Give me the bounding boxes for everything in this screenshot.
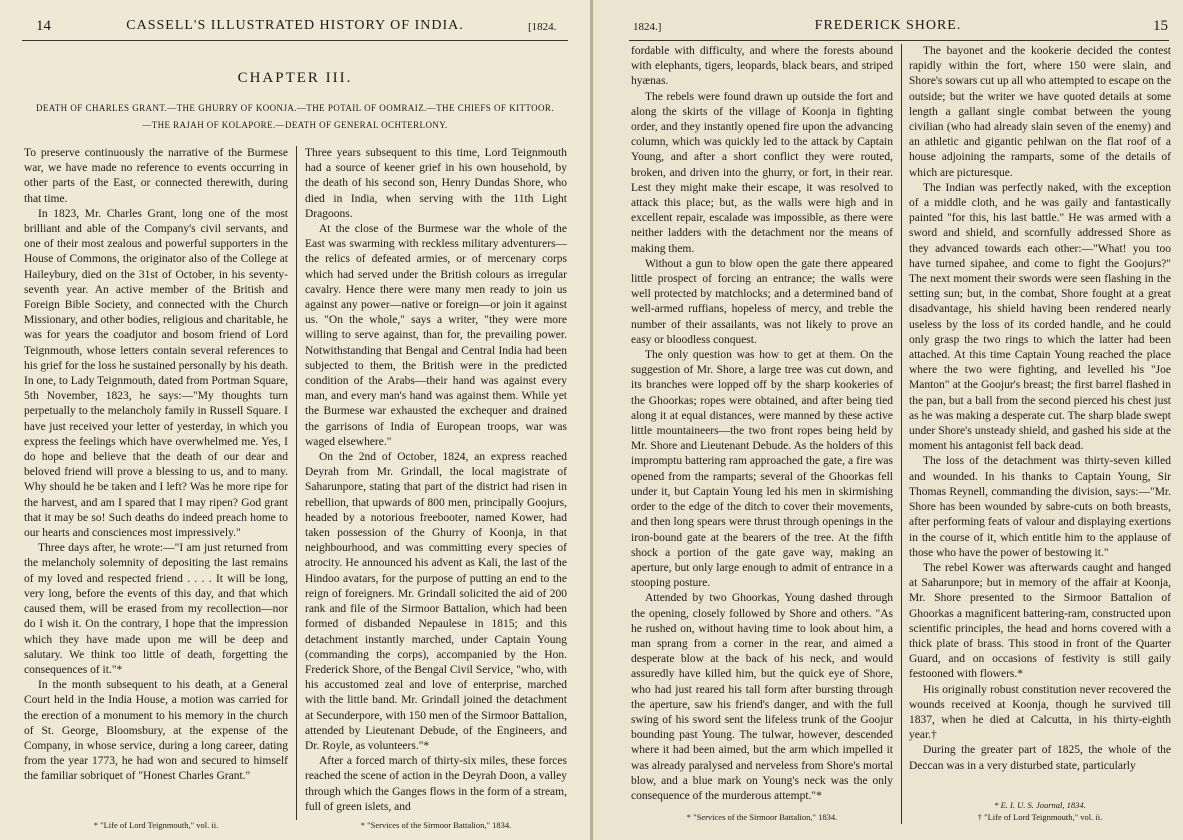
left-column-1 — [24, 146, 288, 785]
right-running-title: FREDERICK SHORE. — [814, 18, 962, 33]
paragraph: Three days after, he wrote:—"I am just returned from the melancholy solemnity of depositing the last remains of my loved and respected friend . . . . It will be long, very long, before the events of this day, and that which caused them, will be erased from my recollection—nor do I wish it. On the contrary, I hope that the impression which they have made upon me will be deep and salutary. We think too little of death, forgetting the consequences of it."* — [24, 542, 288, 676]
right-column-1 — [631, 44, 893, 804]
chapter-synopsis: DEATH OF CHARLES GRANT.—THE GHURRY OF KOONJA.—THE POTAIL OF OOMRAIZ.—THE CHIEFS OF KITTOOR.—THE RAJAH OF KOLAPORE.—DEATH OF GENERAL OCHTERLONY. — [36, 103, 554, 130]
paragraph: The only question was how to get at them. On the suggestion of Mr. Shore, a large tree was cut down, and its branches were lopped off by the sharp kookeries of the Ghoorkas; ropes were obtained, and after being tied along it at equal distances, were manned by these active little mountaineers—the two front ropes being held by Mr. Shore and Lieutenant Debude. As the holders of this impromptu battering ram approached the gate, a fire was opened from the ramparts; several of the Ghoorkas fell under it, but Captain Young led his men in skirmishing order to the edge of the ditch to cover their movements, and then long spears were thrust through openings in the iron-bound gate at the bearers of the tree. At the fifth shock a portion of the gate gave way, making an aperture, but only large enough to admit of entrance in a stooping posture. — [631, 349, 893, 590]
right-footnote-1: * "Services of the Sirmoor Battalion," 1834. — [686, 812, 838, 822]
left-footnote-1: * "Life of Lord Teignmouth," vol. ii. — [93, 820, 219, 830]
left-page — [0, 0, 590, 840]
paragraph: The Indian was perfectly naked, with the exception of a middle cloth, and he was gaily and fantastically painted "for this, his last battle." He was armed with a sword and shield, and scornfully addressed Shore as they advanced towards each other:—"What! you too have turned sipahee, and come to fight the Goojurs?" The next moment their swords were seen flashing in the setting sun; but, in the combat, Shore fought at a great disadvantage, his shield having been rendered nearly useless by the loss of its corded handle, and he could only grasp the two rings to which the latter had been attached. At this time Captain Young reached the place where the two were fighting, and levelled his "Joe Manton" at the Goojur's breast; the first barrel flashed in the pan, but a ball from the second pierced his chest just as he was making a desperate cut. The sharp blade swept under Shore's unsteady shield, and gashed his side at the moment his antagonist fell back dead. — [909, 181, 1171, 453]
paragraph: The loss of the detachment was thirty-seven killed and wounded. In his thanks to Captain Young, Sir Thomas Reynell, commanding the division, says:—"Mr. Shore has been wounded by sabre-cuts on both breasts, after performing feats of valour and displaying exertions in the course of it, which entitle him to the applause of those who have the power of bestowing it." — [909, 455, 1171, 559]
left-year-mark: [1824. — [528, 21, 557, 33]
paragraph: On the 2nd of October, 1824, an express reached Deyrah from Mr. Grindall, the local magistrate of Saharunpore, stating that part of the district had risen in rebellion, that upwards of 800 men, principally Goojurs, headed by a notorious freebooter, named Kower, had taken possession of the Ghurry of Koonja, in that neighbourhood, and was committing every species of atrocity. He announced his advent as Kali, the last of the Hindoo avatars, for the purpose of putting an end to the reign of foreigners. Mr. Grindall solicited the aid of 200 rank and file of the Sirmoor Battalion, which had been formed of disbanded Nepaulese in 1815; and this detachment instantly marched, under Captain Young (commanding the corps), accompanied by the Hon. Frederick Shore, of the Bengal Civil Service, "who, with his accustomed zeal and love of enterprise, marched with the little band. Mr. Grindall joined the detachment at Secunderpore, with 150 men of the Sirmoor Battalion, attended by Lieutenant Debude, of the Engineers, and Dr. Royle, as volunteers."* — [305, 451, 567, 752]
paragraph: The rebels were found drawn up outside the fort and along the skirts of the village of Koonja in fighting order, and they instantly opened fire upon the advancing column, which was quickly led to the attack by Captain Young, and after a short conflict they were routed, broken, and driven into the ghurry, or fort, in their rear. Lest they might make their escape, it was resolved to attack this place; but, as the walls were high and in excellent repair, escalade was impossible, as there were neither ladders with the detachment nor the means of making them. — [631, 90, 893, 255]
left-header-rule — [22, 40, 568, 41]
paragraph: In the month subsequent to his death, at a General Court held in the India House, a motion was carried for the erection of a monument to his memory in the church of St. George, Bloomsbury, at the expense of the Company, in whose service, during a long career, dating from the year 1773, he had won and secured to himself the familiar sobriquet of "Honest Charles Grant." — [24, 679, 288, 783]
paragraph: Attended by two Ghoorkas, Young dashed through the opening, closely followed by Shore and others. "As he rushed on, without having time to look about him, a man sprang from a corner in the rear, and aimed a desperate blow at the back of his neck, and would assuredly have killed him, but the quick eye of Shore, who had just reared his tall form after bursting through the aperture, saw his friend's danger, and with the full swing of his sword sent the lifeless trunk of the Goojur bounding past Young. The tulwar, however, descended where it had been aimed, but the arm which impelled it was already paralysed and nerveless from Shore's mortal blow, and a blue mark on Young's neck was the only consequence of the murderous attempt."* — [631, 592, 893, 802]
left-running-title: CASSELL'S ILLUSTRATED HISTORY OF INDIA. — [126, 18, 464, 33]
left-footnote-2: * "Services of the Sirmoor Battalion," 1834. — [360, 820, 512, 830]
right-page-number: 15 — [1153, 18, 1168, 34]
paragraph: Three years subsequent to this time, Lord Teignmouth had a source of keener grief in his own household, by the death of his second son, Henry Dundas Shore, who died in India, when serving with the 11th Light Dragoons. — [305, 147, 567, 220]
paragraph: During the greater part of 1825, the whole of the Deccan was in a very disturbed state, particularly — [909, 744, 1171, 772]
paragraph: The bayonet and the kookerie decided the contest rapidly within the fort, where 150 were slain, and Shore's sowars cut up all who attempted to escape on the outside; but the writer we have quoted details at some length a gallant single combat between the young civilian (who had already slain seven of the enemy) and an athletic and gigantic pehlwan on the flat roof of a house adjoining the ramparts, some of the details of which are picturesque. — [909, 45, 1171, 179]
left-column-rule — [296, 146, 297, 820]
left-column-2 — [305, 146, 567, 815]
paragraph: At the close of the Burmese war the whole of the East was swarming with reckless military adventurers—the relics of defeated armies, or of mercenary corps which had served under the British colours as irregular cavalry. Hence there were many men ready to join us against any power—native or foreign—or join it against us. "On the whole," says a writer, "they were more willing to serve against, than for, the prevailing power. Notwithstanding that Bengal and Central India had been subjected to them, the British were in the predicted condition of the Arabs—their hand was against every man, and every man's hand was against them. While yet the Burmese war exhausted the exchequer and drained the garrisons of India of European troops, war was waged elsewhere." — [305, 223, 567, 448]
paragraph: After a forced march of thirty-six miles, these forces reached the scene of action in the Deyrah Doon, a valley through which the Ganges flows in the form of a stream, full of green islets, and — [305, 755, 567, 813]
paragraph: In 1823, Mr. Charles Grant, long one of the most brilliant and able of the Company's civil servants, and one of their most zealous and powerful supporters in the House of Commons, the originator also of the College at Haileybury, died on the 31st of October, in his seventy-seventh year. An active member of the British and Foreign Bible Society, and connected with the Church Missionary, and other bodies, religious and charitable, he was for years the coadjutor and bosom friend of Lord Teignmouth, whose letters contain several references to his grief for the loss he sustained personally by his death. In one, to Lady Teignmouth, dated from Portman Square, 5th November, 1823, he says:—"My thoughts turn perpetually to the melancholy family in Russell Square. I have just received your letter of yesterday, in which you express the feelings which have overwhelmed me. Yes, I do hope and believe that the death of our dear and beloved friend will prove a blessing to us, and to many. Why should he be taken and I left? Was he more ripe for the harvest, and am I spared that I may ripen? God grant that it may be so! Such deaths do indeed preach home to our hearts and consciences most impressively." — [24, 207, 288, 540]
right-header-rule — [629, 40, 1169, 41]
paragraph: Without a gun to blow open the gate there appeared little prospect of forcing an entrance; the walls were well protected by matchlocks; and a determined band of well-armed ruffians, hopeless of mercy, and treble the number of their assailants, was not likely to prove an easy or bloodless conquest. — [631, 257, 893, 346]
right-footnote-2a: * E. I. U. S. Journal, 1834. — [994, 800, 1086, 810]
paragraph: The rebel Kower was afterwards caught and hanged at Saharunpore; but in memory of the affair at Koonja, Mr. Shore presented to the Sirmoor Battalion of Ghoorkas a magnificent battering-ram, constructed upon scientific principles, the head and horns covered with a thick plate of brass. This stood in front of the Quarter Guard, and on occasions of festivity is still gaily festooned with flowers.* — [909, 561, 1171, 681]
chapter-title: CHAPTER III. — [237, 70, 353, 86]
paragraph: To preserve continuously the narrative of the Burmese war, we have made no reference to events occurring in other parts of the East, or connected therewith, during that time. — [24, 147, 288, 205]
right-column-2 — [909, 44, 1171, 774]
paragraph: His originally robust constitution never recovered the wounds received at Koonja, though he survived till 1837, when he died at Calcutta, in his thirty-eighth year.† — [909, 683, 1171, 742]
left-page-number: 14 — [36, 18, 51, 34]
right-running-head — [593, 18, 1183, 40]
right-page — [593, 0, 1183, 840]
paragraph: fordable with difficulty, and where the forests abound with elephants, tigers, leopards, black bears, and striped hyænas. — [631, 45, 893, 88]
right-year-mark: 1824.] — [633, 21, 662, 33]
right-footnote-2b: † "Life of Lord Teignmouth," vol. ii. — [977, 812, 1103, 822]
left-running-head — [0, 18, 590, 40]
right-column-rule — [901, 44, 902, 824]
